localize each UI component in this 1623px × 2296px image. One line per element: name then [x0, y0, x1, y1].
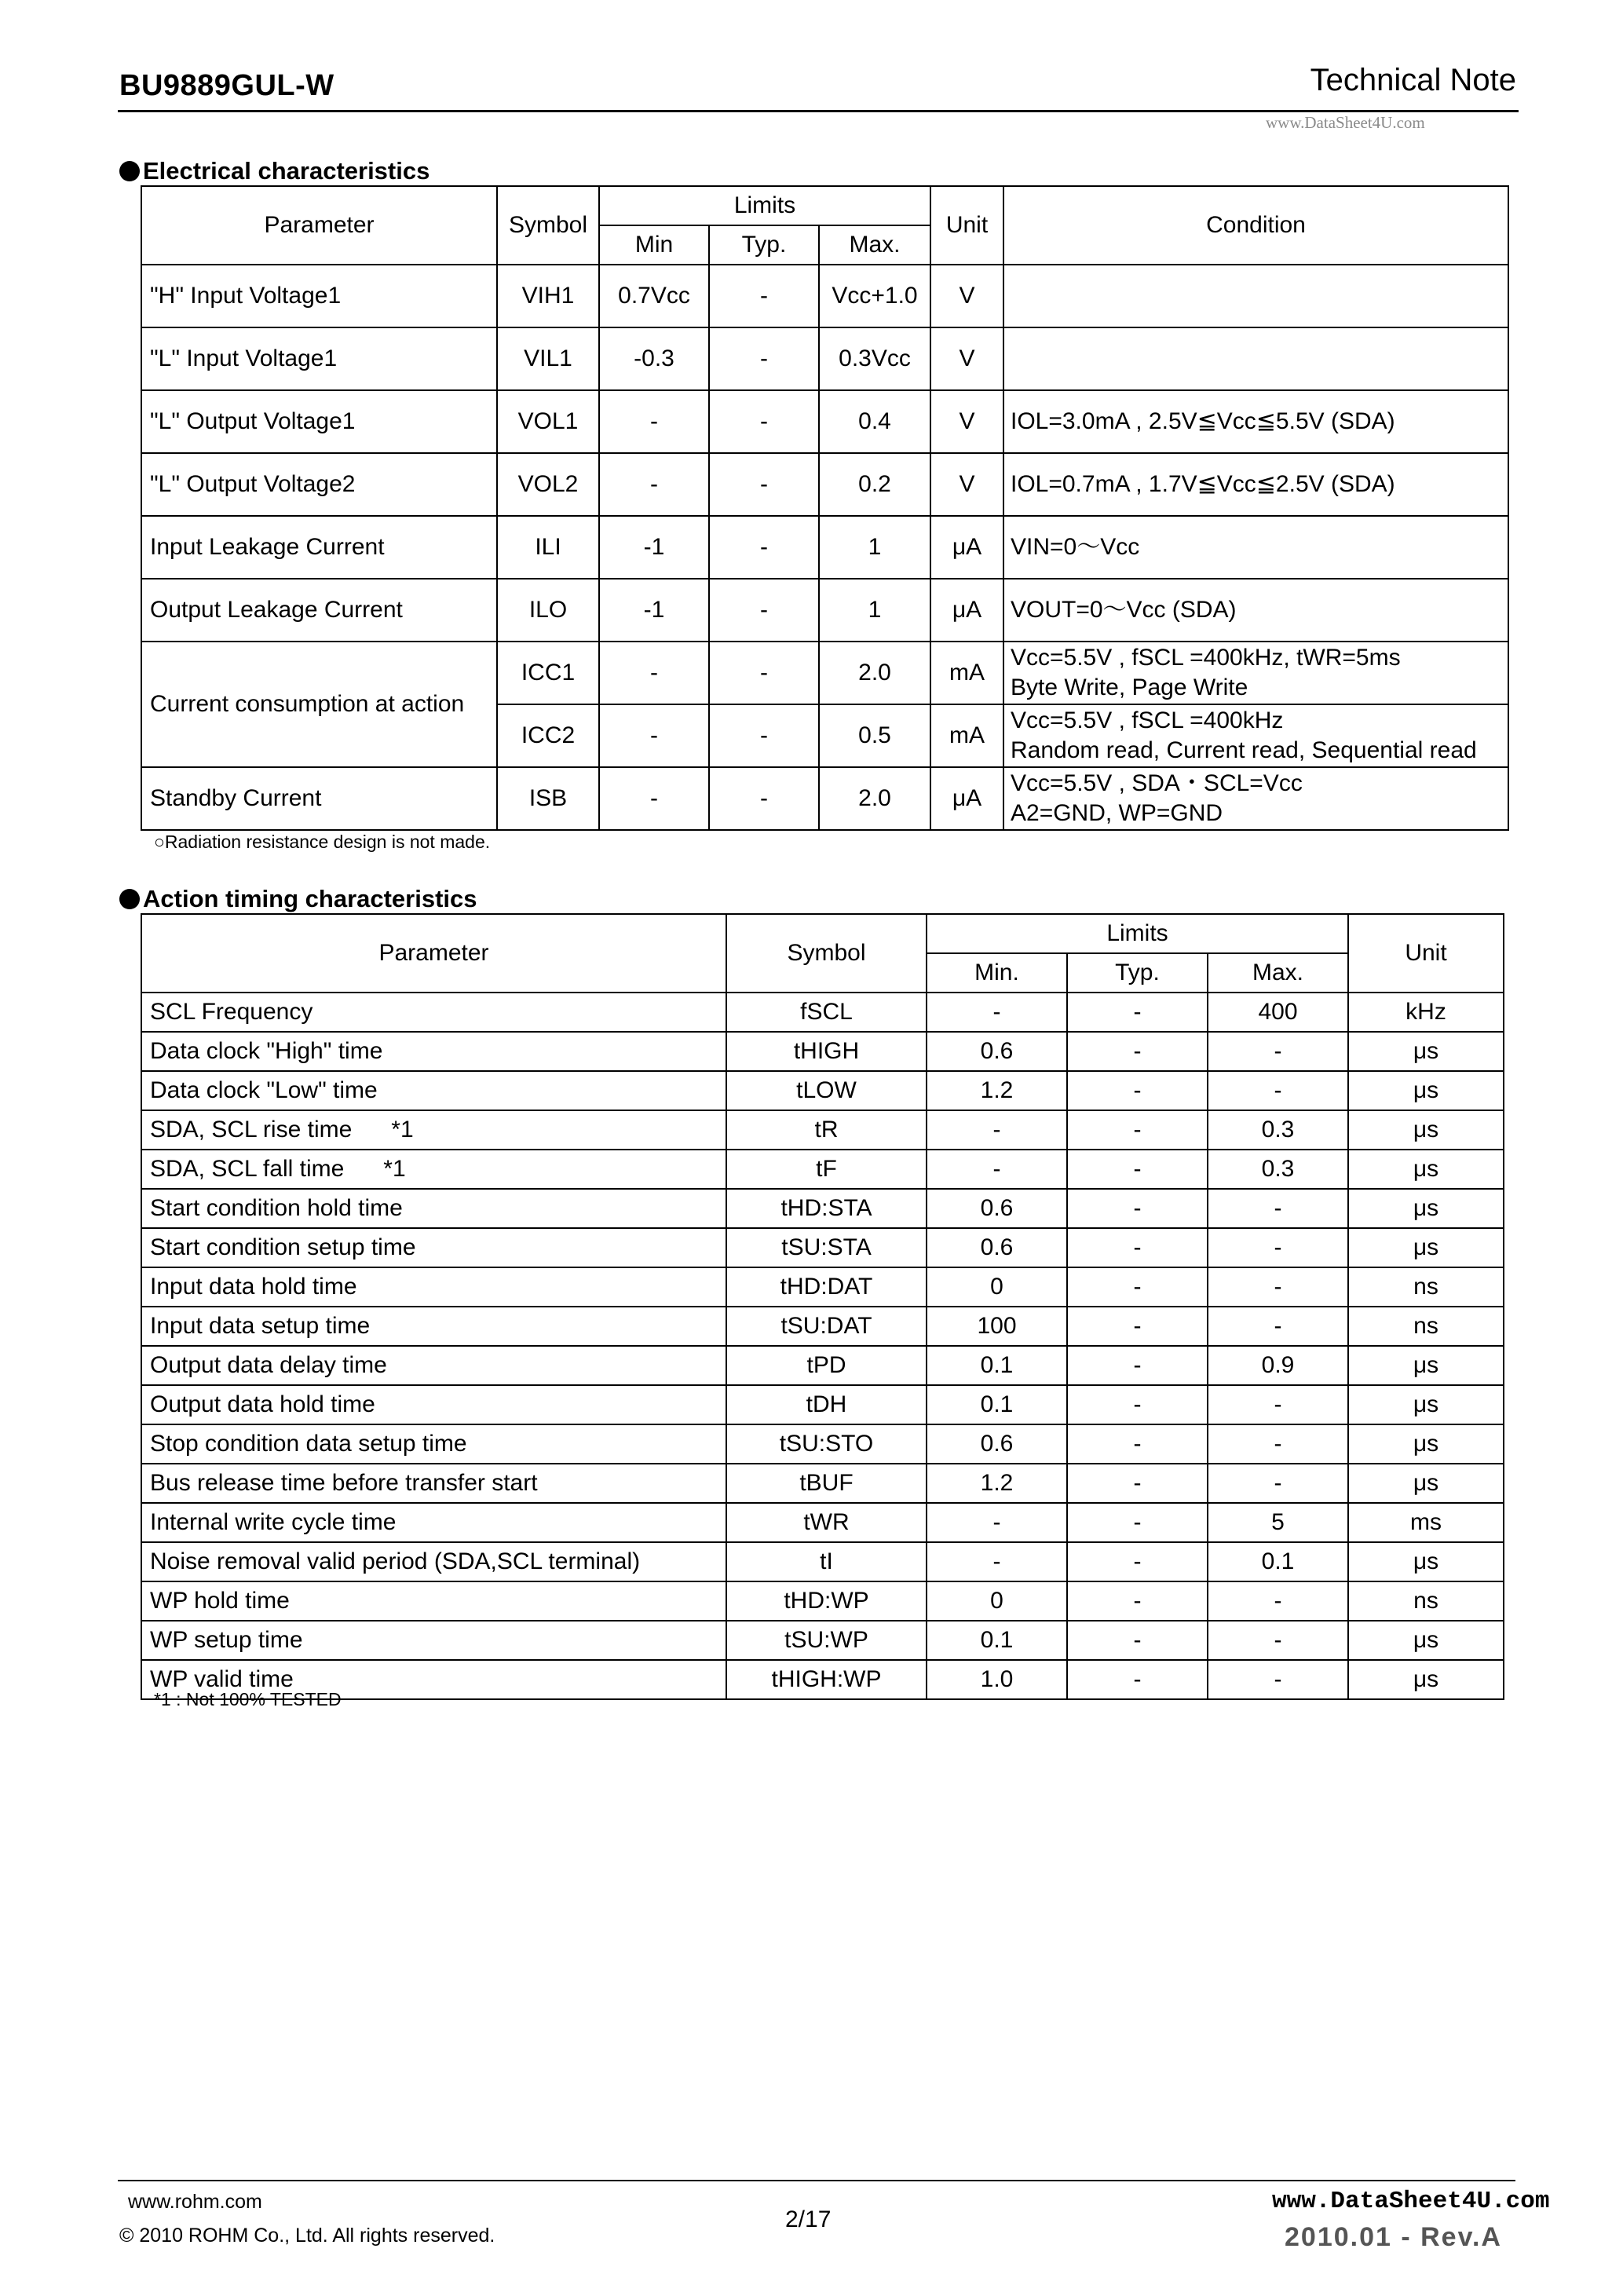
ec-row: [141, 453, 1508, 516]
at-row: [141, 1150, 1504, 1189]
ec-row: [141, 390, 1508, 453]
at-symbol: tF: [726, 1150, 927, 1189]
at-header-symbol: Symbol: [726, 914, 927, 993]
ec-unit: V: [930, 265, 1003, 327]
ec-typ: -: [709, 265, 819, 327]
footer-watermark: www.DataSheet4U.com: [1272, 2188, 1550, 2215]
ec-header-condition: Condition: [1003, 186, 1508, 265]
ec-min: -: [599, 767, 709, 830]
ec-header-limits: Limits: [599, 186, 930, 225]
ec-symbol: ILO: [497, 579, 599, 642]
at-typ: -: [1067, 1660, 1208, 1699]
at-max: 0.3: [1208, 1110, 1348, 1150]
at-typ: -: [1067, 1346, 1208, 1385]
at-row: [141, 1503, 1504, 1542]
ec-parameter: Current consumption at action: [141, 642, 497, 767]
at-min: 0: [927, 1581, 1067, 1621]
at-max: -: [1208, 1385, 1348, 1424]
ec-symbol: VOL2: [497, 453, 599, 516]
ec-max: 1: [819, 579, 930, 642]
at-unit: ns: [1348, 1307, 1504, 1346]
at-unit: μs: [1348, 1464, 1504, 1503]
at-unit: ns: [1348, 1581, 1504, 1621]
at-max: -: [1208, 1267, 1348, 1307]
bullet-icon: [119, 889, 140, 909]
page-number: 2/17: [785, 2206, 832, 2232]
ec-max: 0.2: [819, 453, 930, 516]
ec-min: -: [599, 704, 709, 767]
at-unit: μs: [1348, 1385, 1504, 1424]
at-min: -: [927, 1503, 1067, 1542]
at-typ: -: [1067, 1385, 1208, 1424]
at-typ: -: [1067, 1150, 1208, 1189]
ec-header-min: Min: [599, 225, 709, 265]
ec-parameter: Input Leakage Current: [141, 516, 497, 579]
ec-min: -: [599, 390, 709, 453]
ec-condition-line: Byte Write, Page Write: [1011, 675, 1248, 700]
ec-min: -1: [599, 579, 709, 642]
at-unit: μs: [1348, 1071, 1504, 1110]
ec-symbol: VIL1: [497, 327, 599, 390]
part-number: BU9889GUL-W: [119, 69, 334, 102]
at-typ: -: [1067, 1621, 1208, 1660]
at-unit: μs: [1348, 1424, 1504, 1464]
ec-condition-line: Vcc=5.5V , fSCL =400kHz: [1011, 707, 1284, 733]
footer-url[interactable]: www.rohm.com: [128, 2191, 262, 2213]
at-unit: μs: [1348, 1189, 1504, 1228]
ec-header-max: Max.: [819, 225, 930, 265]
at-symbol: tDH: [726, 1385, 927, 1424]
ec-typ: -: [709, 767, 819, 830]
at-parameter: Bus release time before transfer start: [141, 1464, 726, 1503]
at-min: 0: [927, 1267, 1067, 1307]
at-symbol: tSU:WP: [726, 1621, 927, 1660]
at-parameter: Output data hold time: [141, 1385, 726, 1424]
ec-parameter: Output Leakage Current: [141, 579, 497, 642]
at-symbol: tSU:DAT: [726, 1307, 927, 1346]
at-symbol: tR: [726, 1110, 927, 1150]
at-row: [141, 1464, 1504, 1503]
at-typ: -: [1067, 1424, 1208, 1464]
ec-parameter: "L" Output Voltage1: [141, 390, 497, 453]
ec-max: Vcc+1.0: [819, 265, 930, 327]
at-parameter: Stop condition data setup time: [141, 1424, 726, 1464]
at-symbol: tI: [726, 1542, 927, 1581]
ec-header-symbol: Symbol: [497, 186, 599, 265]
at-max: 0.3: [1208, 1150, 1348, 1189]
at-parameter: WP setup time: [141, 1621, 726, 1660]
at-min: 1.2: [927, 1071, 1067, 1110]
ec-condition: [1003, 767, 1508, 830]
ec-max: 0.4: [819, 390, 930, 453]
ec-min: 0.7Vcc: [599, 265, 709, 327]
at-min: 0.1: [927, 1346, 1067, 1385]
at-max: -: [1208, 1071, 1348, 1110]
not-tested-note: *1 : Not 100% TESTED: [154, 1689, 342, 1709]
header-watermark: www.DataSheet4U.com: [1266, 113, 1425, 132]
ec-header-typ: Typ.: [709, 225, 819, 265]
ec-row: [141, 516, 1508, 579]
at-max: -: [1208, 1424, 1348, 1464]
ec-row: [141, 265, 1508, 327]
at-symbol: tLOW: [726, 1071, 927, 1110]
at-max: -: [1208, 1581, 1348, 1621]
ec-min: -0.3: [599, 327, 709, 390]
ec-unit: V: [930, 453, 1003, 516]
at-typ: -: [1067, 993, 1208, 1032]
ec-condition: [1003, 642, 1508, 704]
at-unit: ms: [1348, 1503, 1504, 1542]
at-min: -: [927, 1150, 1067, 1189]
at-parameter: Data clock "Low" time: [141, 1071, 726, 1110]
at-row: [141, 1581, 1504, 1621]
at-symbol: tHIGH: [726, 1032, 927, 1071]
ec-unit: V: [930, 390, 1003, 453]
ec-max: 1: [819, 516, 930, 579]
ec-symbol: VOL1: [497, 390, 599, 453]
at-row: [141, 1424, 1504, 1464]
at-header-limits: Limits: [927, 914, 1348, 953]
ec-typ: -: [709, 327, 819, 390]
electrical-table: [141, 185, 1509, 831]
at-row: [141, 1267, 1504, 1307]
ec-condition-line: Random read, Current read, Sequential read: [1011, 737, 1477, 763]
at-max: -: [1208, 1621, 1348, 1660]
at-typ: -: [1067, 1032, 1208, 1071]
at-symbol: tBUF: [726, 1464, 927, 1503]
at-max: 0.9: [1208, 1346, 1348, 1385]
timing-section-title: [119, 885, 477, 913]
at-min: 0.1: [927, 1385, 1067, 1424]
ec-condition: VOUT=0～Vcc (SDA): [1003, 579, 1508, 642]
ec-symbol: ILI: [497, 516, 599, 579]
at-min: 0.6: [927, 1032, 1067, 1071]
at-row: [141, 1110, 1504, 1150]
at-symbol: tSU:STO: [726, 1424, 927, 1464]
at-symbol: fSCL: [726, 993, 927, 1032]
bullet-icon: [119, 161, 140, 181]
ec-header-unit: Unit: [930, 186, 1003, 265]
footer-rule-right: [1248, 2180, 1515, 2181]
at-typ: -: [1067, 1307, 1208, 1346]
at-typ: -: [1067, 1267, 1208, 1307]
timing-title-text: Action timing characteristics: [143, 885, 477, 912]
at-symbol: tHD:WP: [726, 1581, 927, 1621]
at-max: -: [1208, 1189, 1348, 1228]
at-typ: -: [1067, 1071, 1208, 1110]
at-typ: -: [1067, 1542, 1208, 1581]
at-symbol: tHIGH:WP: [726, 1660, 927, 1699]
ec-condition: IOL=0.7mA , 1.7V≦Vcc≦2.5V (SDA): [1003, 453, 1508, 516]
at-row: [141, 1032, 1504, 1071]
ec-condition-line: A2=GND, WP=GND: [1011, 800, 1223, 826]
at-row: [141, 993, 1504, 1032]
ec-condition: [1003, 265, 1508, 327]
at-unit: μs: [1348, 1621, 1504, 1660]
ec-max: 0.3Vcc: [819, 327, 930, 390]
at-max: -: [1208, 1032, 1348, 1071]
ec-parameter: "L" Input Voltage1: [141, 327, 497, 390]
at-row: [141, 1307, 1504, 1346]
at-parameter: WP valid time: [141, 1660, 726, 1699]
doc-type: Technical Note: [1310, 63, 1516, 97]
at-max: -: [1208, 1660, 1348, 1699]
at-row: [141, 1071, 1504, 1110]
ec-condition: [1003, 704, 1508, 767]
at-header-min: Min.: [927, 953, 1067, 993]
ec-condition-line: Vcc=5.5V , fSCL =400kHz, tWR=5ms: [1011, 645, 1401, 671]
ec-row: [141, 767, 1508, 830]
electrical-title-text: Electrical characteristics: [143, 157, 430, 185]
ec-symbol: VIH1: [497, 265, 599, 327]
at-unit: μs: [1348, 1110, 1504, 1150]
at-row: [141, 1228, 1504, 1267]
ec-typ: -: [709, 579, 819, 642]
ec-unit: mA: [930, 642, 1003, 704]
ec-unit: μA: [930, 767, 1003, 830]
at-unit: μs: [1348, 1346, 1504, 1385]
ec-min: -: [599, 642, 709, 704]
ec-parameter: "L" Output Voltage2: [141, 453, 497, 516]
at-min: 1.0: [927, 1660, 1067, 1699]
at-parameter: Output data delay time: [141, 1346, 726, 1385]
ec-row: [141, 579, 1508, 642]
ec-parameter: Standby Current: [141, 767, 497, 830]
at-min: -: [927, 1110, 1067, 1150]
ec-symbol: ICC2: [497, 704, 599, 767]
at-parameter: Noise removal valid period (SDA,SCL terminal): [141, 1542, 726, 1581]
at-parameter: Data clock "High" time: [141, 1032, 726, 1071]
at-min: 1.2: [927, 1464, 1067, 1503]
ec-min: -: [599, 453, 709, 516]
at-unit: ns: [1348, 1267, 1504, 1307]
at-min: 0.1: [927, 1621, 1067, 1660]
ec-min: -1: [599, 516, 709, 579]
header-rule: [118, 110, 1519, 112]
ec-unit: mA: [930, 704, 1003, 767]
at-header-unit: Unit: [1348, 914, 1504, 993]
ec-typ: -: [709, 642, 819, 704]
ec-condition: [1003, 327, 1508, 390]
at-row: [141, 1189, 1504, 1228]
at-max: 5: [1208, 1503, 1348, 1542]
at-typ: -: [1067, 1110, 1208, 1150]
at-typ: -: [1067, 1228, 1208, 1267]
at-unit: μs: [1348, 1228, 1504, 1267]
ec-condition: VIN=0～Vcc: [1003, 516, 1508, 579]
at-parameter: Input data setup time: [141, 1307, 726, 1346]
at-row: [141, 1346, 1504, 1385]
ec-max: 0.5: [819, 704, 930, 767]
at-typ: -: [1067, 1464, 1208, 1503]
ec-typ: -: [709, 453, 819, 516]
at-parameter: SDA, SCL fall time *1: [141, 1150, 726, 1189]
at-typ: -: [1067, 1189, 1208, 1228]
at-unit: μs: [1348, 1660, 1504, 1699]
at-row: [141, 1542, 1504, 1581]
ec-max: 2.0: [819, 767, 930, 830]
electrical-section-title: [119, 157, 430, 185]
at-max: 0.1: [1208, 1542, 1348, 1581]
ec-unit: μA: [930, 579, 1003, 642]
at-typ: -: [1067, 1503, 1208, 1542]
at-header-max: Max.: [1208, 953, 1348, 993]
at-row: [141, 1621, 1504, 1660]
at-symbol: tHD:STA: [726, 1189, 927, 1228]
at-parameter: Internal write cycle time: [141, 1503, 726, 1542]
at-unit: kHz: [1348, 993, 1504, 1032]
ec-parameter: "H" Input Voltage1: [141, 265, 497, 327]
at-symbol: tHD:DAT: [726, 1267, 927, 1307]
ec-row: [141, 327, 1508, 390]
at-min: 0.6: [927, 1424, 1067, 1464]
ec-typ: -: [709, 390, 819, 453]
at-parameter: Start condition setup time: [141, 1228, 726, 1267]
at-parameter: WP hold time: [141, 1581, 726, 1621]
at-header-typ: Typ.: [1067, 953, 1208, 993]
at-symbol: tWR: [726, 1503, 927, 1542]
ec-symbol: ISB: [497, 767, 599, 830]
ec-row: [141, 642, 1508, 704]
ec-max: 2.0: [819, 642, 930, 704]
at-min: 100: [927, 1307, 1067, 1346]
at-min: -: [927, 1542, 1067, 1581]
footer-date-rev: 2010.01 - Rev.A: [1285, 2222, 1502, 2252]
radiation-note: ○Radiation resistance design is not made.: [154, 832, 491, 852]
at-max: 400: [1208, 993, 1348, 1032]
ec-symbol: ICC1: [497, 642, 599, 704]
ec-unit: V: [930, 327, 1003, 390]
at-symbol: tSU:STA: [726, 1228, 927, 1267]
at-max: -: [1208, 1228, 1348, 1267]
ec-condition-line: Vcc=5.5V , SDA・SCL=Vcc: [1011, 770, 1303, 796]
at-row: [141, 1385, 1504, 1424]
at-min: 0.6: [927, 1228, 1067, 1267]
ec-unit: μA: [930, 516, 1003, 579]
at-min: 0.6: [927, 1189, 1067, 1228]
at-unit: μs: [1348, 1542, 1504, 1581]
ec-condition: IOL=3.0mA , 2.5V≦Vcc≦5.5V (SDA): [1003, 390, 1508, 453]
at-row: [141, 1660, 1504, 1699]
at-symbol: tPD: [726, 1346, 927, 1385]
ec-typ: -: [709, 516, 819, 579]
at-parameter: SDA, SCL rise time *1: [141, 1110, 726, 1150]
at-parameter: Start condition hold time: [141, 1189, 726, 1228]
at-parameter: Input data hold time: [141, 1267, 726, 1307]
at-header-parameter: Parameter: [141, 914, 726, 993]
at-unit: μs: [1348, 1150, 1504, 1189]
ec-typ: -: [709, 704, 819, 767]
at-unit: μs: [1348, 1032, 1504, 1071]
at-typ: -: [1067, 1581, 1208, 1621]
footer-rule: [118, 2180, 1248, 2181]
timing-table: [141, 913, 1504, 1700]
at-max: -: [1208, 1464, 1348, 1503]
footer-copyright: © 2010 ROHM Co., Ltd. All rights reserved.: [119, 2225, 495, 2247]
at-parameter: SCL Frequency: [141, 993, 726, 1032]
ec-header-parameter: Parameter: [141, 186, 497, 265]
at-max: -: [1208, 1307, 1348, 1346]
at-min: -: [927, 993, 1067, 1032]
